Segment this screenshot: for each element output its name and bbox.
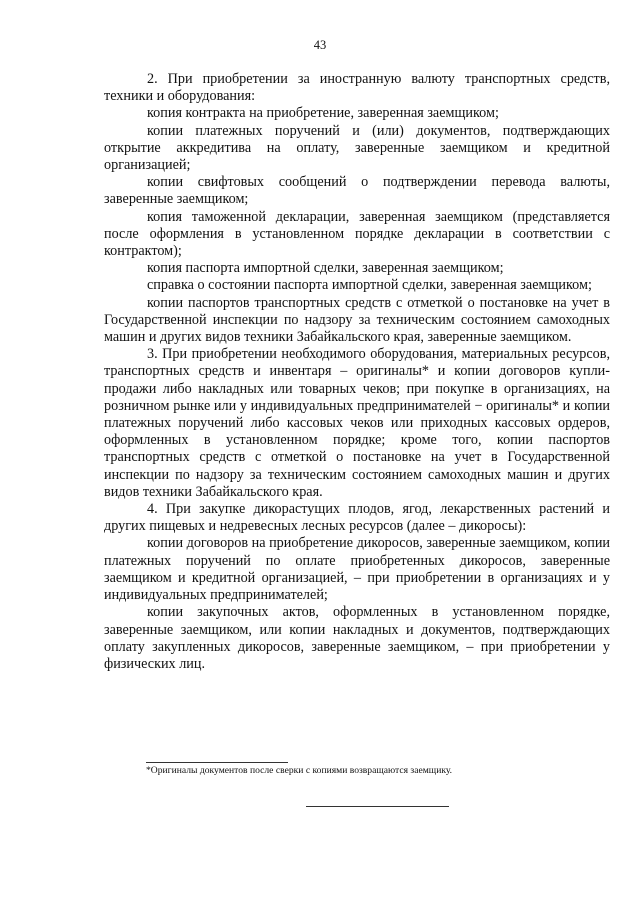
paragraph-section-3: 3. При приобретении необходимого оборудования, материальных ресурсов, транспортных средств и инвентаря – оригиналы* и копии договоров купли-продажи либо накладных или товарных чеков; при покупке в организациях, на розничном рынке или у индивидуальных предпринимателей − оригиналы* и копии платежных поручений либо кассовых чеков или приходных кассовых ордеров, оформленных в установленном порядке; кроме того, копии паспортов транспортных средств с отметкой о постановке на учет в Государственной инспекции по надзору за техническим состоянием самоходных машин и других видов техники Забайкальского края.	[104, 346, 610, 500]
end-of-document-line	[306, 806, 449, 807]
paragraph-import-passport: копия паспорта импортной сделки, заверенная заемщиком;	[147, 260, 504, 277]
paragraph-purchase-acts: копии закупочных актов, оформленных в установленном порядке, заверенные заемщиком, или копии накладных и документов, подтверждающих оплату закупленных дикоросов, заверенные заемщиком, – при приобретении у физических лиц.	[104, 604, 610, 672]
footnote-divider	[146, 762, 288, 763]
paragraph-payment-orders: копии платежных поручений и (или) документов, подтверждающих открытие аккредитива на оплату, заверенные заемщиком и кредитной организацией;	[104, 122, 610, 174]
page-number: 43	[313, 38, 327, 52]
paragraph-contract-copy: копия контракта на приобретение, заверенная заемщиком;	[147, 105, 499, 122]
paragraph-section-4-heading: 4. При закупке дикорастущих плодов, ягод, лекарственных растений и других пищевых и недревесных лесных ресурсов (далее – дикоросы):	[104, 501, 610, 535]
paragraph-section-2-heading: 2. При приобретении за иностранную валюту транспортных средств, техники и оборудования:	[104, 71, 610, 105]
paragraph-customs-declaration: копия таможенной декларации, заверенная заемщиком (представляется после оформления в установленном порядке декларации в соответствии с контрактом);	[104, 208, 610, 260]
paragraph-vehicle-passports: копии паспортов транспортных средств с отметкой о постановке на учет в Государственной инспекции по надзору за техническим состоянием самоходных машин и других видов техники Забайкальского края, заверенные заемщиком.	[104, 294, 610, 346]
paragraph-import-passport-status: справка о состоянии паспорта импортной сделки, заверенная заемщиком;	[147, 277, 592, 294]
document-body	[104, 71, 610, 673]
footnote: *Оригиналы документов после сверки с копиями возвращаются заемщику.	[146, 765, 453, 776]
paragraph-swift-messages: копии свифтовых сообщений о подтверждении перевода валюты, заверенные заемщиком;	[104, 174, 610, 208]
paragraph-dikorosy-contracts: копии договоров на приобретение дикоросов, заверенные заемщиком, копии платежных поручений по оплате приобретенных дикоросов, заверенные заемщиком и кредитной организацией, – при приобретении в организациях и у индивидуальных предпринимателей;	[104, 535, 610, 604]
